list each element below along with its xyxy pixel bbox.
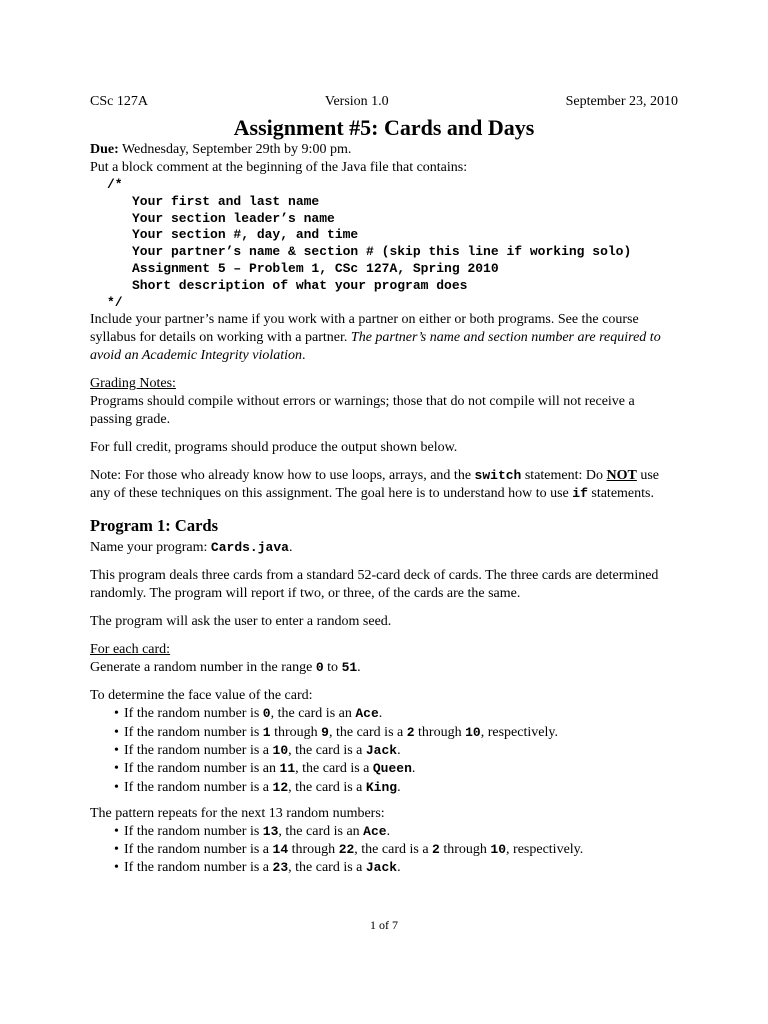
pattern-list [90,823,680,878]
item-text: , the card is a [288,860,366,876]
face-value-intro: To determine the face value of the card: [90,688,313,704]
list-item [124,859,680,877]
item-text: through [439,842,491,858]
program-name-label: Name your program: [90,540,211,556]
item-code: 14 [272,842,289,858]
grading-output-note: For full credit, programs should produce the output shown below. [90,440,458,456]
item-code: 0 [262,706,271,722]
grading-techniques-note [90,467,680,503]
gen-text: to [323,660,342,676]
item-code: King [365,779,398,795]
item-text: . [397,779,401,795]
program-seed-note: The program will ask the user to enter a random seed. [90,614,392,630]
item-code: Queen [372,761,412,777]
pattern-intro: The pattern repeats for the next 13 random numbers: [90,805,385,821]
item-text: . [386,823,391,839]
item-code: Jack [365,860,398,876]
item-code: 9 [321,724,329,740]
list-item [124,742,680,760]
due-line [90,141,680,159]
list-item [124,841,680,859]
gen-code-min: 0 [315,660,324,676]
item-code: 13 [262,823,279,839]
grading-heading: Grading Notes: [90,376,176,392]
list-item [124,760,680,778]
item-text: , respectively. [480,724,558,740]
item-text: If the random number is [124,706,263,722]
program1-heading: Program 1: Cards [90,516,219,536]
due-text: Wednesday, September 29th by 9:00 pm. [118,142,352,157]
item-code: 10 [465,724,481,740]
header-date: September 23, 2010 [565,94,678,109]
item-text: through [270,724,322,740]
item-code: 11 [279,761,296,777]
item-text: . [397,860,401,876]
course-code: CSc 127A [90,94,148,109]
note-code-switch: switch [474,468,522,484]
note-not-emphasis: NOT [606,468,637,484]
note-text: statement: Do [521,468,607,484]
item-text: If the random number is a [124,842,273,858]
item-text: . [378,706,383,722]
program-filename: Cards.java [210,540,289,556]
list-item [124,705,680,723]
item-code: Jack [365,742,398,758]
item-text: , the card is a [288,742,366,758]
for-each-heading: For each card: [90,642,171,658]
partner-note-end: . [302,348,306,364]
comment-line: Your section leader’s name [132,210,335,226]
note-text: Note: For those who already know how to use loops, arrays, and the [90,468,475,484]
due-label: Due: [90,142,119,157]
page-title: Assignment #5: Cards and Days [233,115,535,140]
program-description: This program deals three cards from a standard 52-card deck of cards. The three cards are determined randomly. The program will report if two, or three, of the cards are the same. [90,568,659,602]
face-value-list [90,705,680,796]
comment-block [90,177,680,311]
item-code: Ace [355,706,379,722]
intro-text: Put a block comment at the beginning of the Java file that contains: [90,160,468,175]
note-text: use any of these techniques on this assignment. The goal here is to understand how to use [90,468,660,502]
partner-note-italic: The partner’s name and section number are required to avoid an Academic Integrity violation [90,330,661,364]
comment-line: Your first and last name [132,193,320,209]
item-text: through [288,842,339,858]
gen-text: Generate a random number in the range [90,660,316,676]
item-text: through [414,724,466,740]
item-text: , respectively. [506,842,584,858]
item-code: 23 [272,860,289,876]
note-code-if: if [572,486,588,502]
partner-note [90,311,680,365]
item-text: . [411,761,416,777]
item-code: 2 [432,842,440,858]
gen-text: . [357,660,361,676]
generate-line [90,659,680,677]
document-body [90,141,680,878]
item-text: If the random number is [124,724,263,740]
item-code: 10 [490,842,507,858]
list-item [124,823,680,841]
comment-line: Short description of what your program does [132,277,468,293]
item-code: 12 [272,779,289,795]
item-code: 1 [262,724,271,740]
comment-open: /* [107,177,123,192]
item-text: , the card is a [288,779,366,795]
program-name-line [90,539,680,557]
item-text: , the card is a [328,724,407,740]
partner-note-text: Include your partner’s name if you work with a partner on either or both programs. See the course syllabus for details on working with a partner. [90,312,639,346]
item-text: , the card is an [278,823,364,839]
comment-close: */ [107,294,123,310]
note-text: statements. [587,486,654,502]
list-item [124,724,680,742]
item-text: , the card is an [270,706,356,722]
comment-line: Assignment 5 – Problem 1, CSc 127A, Spring 2010 [132,260,499,276]
item-text: If the random number is a [124,860,273,876]
item-text: , the card is a [354,842,433,858]
item-text: If the random number is [124,823,263,839]
item-code: 2 [406,724,415,740]
version-label: Version 1.0 [324,94,389,109]
item-text: If the random number is a [124,779,273,795]
program-name-end: . [288,540,293,556]
grading-compile-note: Programs should compile without errors or warnings; those that do not compile will not receive a passing grade. [90,394,635,428]
item-code: 22 [338,842,355,858]
comment-line: Your section #, day, and time [132,227,359,243]
item-text: If the random number is an [124,761,280,777]
item-text: . [397,742,401,758]
list-item [124,779,680,797]
item-text: If the random number is a [124,742,273,758]
gen-code-max: 51 [341,660,358,676]
item-code: 10 [272,742,289,758]
comment-line: Your partner’s name & section # (skip this line if working solo) [132,244,632,260]
item-code: Ace [363,823,387,839]
item-text: , the card is a [295,761,373,777]
page-header [90,93,678,111]
page-number: 1 of 7 [370,918,398,932]
